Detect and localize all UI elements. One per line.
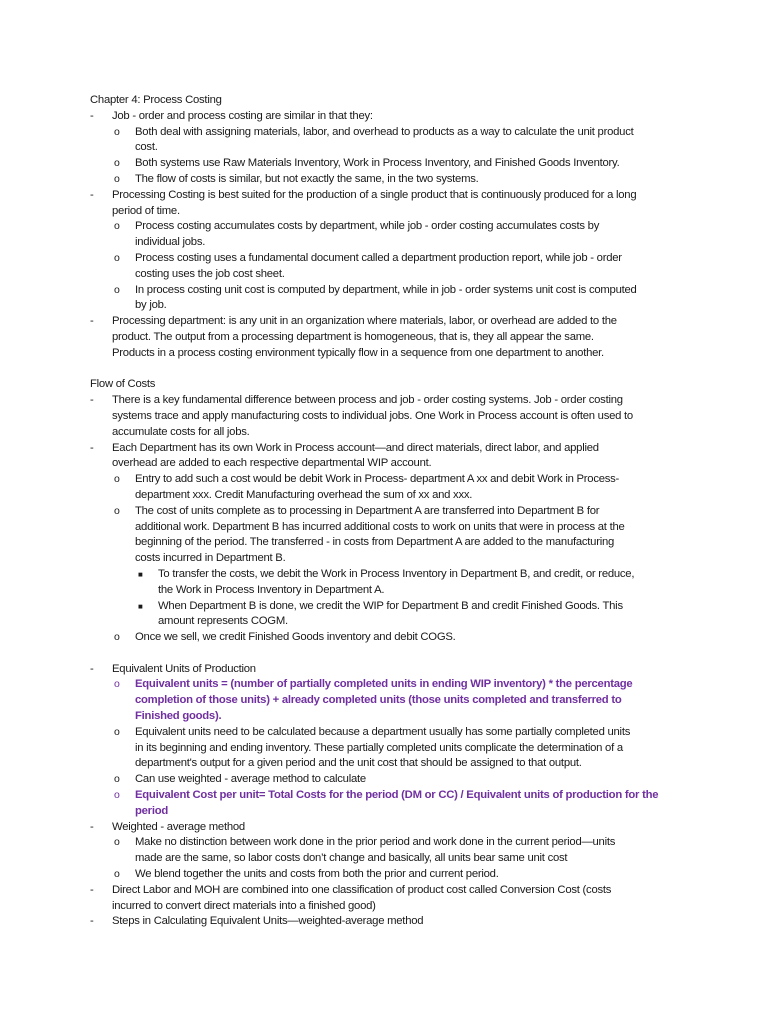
section-heading-flow-of-costs: Flow of Costs (90, 378, 156, 391)
sub-bullet-item: o Can use weighted - average method to calculate (90, 772, 690, 788)
bullet-continuation: systems trace and apply manufacturing costs to individual jobs. One Work in Process account is often used to (112, 409, 633, 422)
sub-bullet-item: o We blend together the units and costs from both the prior and current period. (90, 867, 690, 883)
dash-marker: - (90, 820, 94, 833)
bullet-continuation: incurred to convert direct materials into a finished good) (112, 899, 376, 912)
bullet-item: - Processing Costing is best suited for the production of a single product that is continuously produced for a long (90, 188, 690, 204)
circle-marker: o (114, 725, 120, 738)
circle-marker: o (114, 631, 120, 644)
dash-marker: - (90, 662, 94, 675)
dash-marker: - (90, 109, 94, 122)
circle-marker: o (114, 172, 120, 185)
circle-marker: o (114, 789, 120, 802)
sub-bullet-item: o Entry to add such a cost would be debit Work in Process- department A xx and debit Work in Process- (90, 472, 690, 488)
circle-marker: o (114, 157, 120, 170)
sub-bullet-continuation: department's output for a given period and the unit cost that should be assigned to that output. (135, 757, 582, 770)
bullet-item: - Steps in Calculating Equivalent Units—weighted-average method (90, 914, 690, 930)
bullet-continuation: overhead are added to each respective departmental WIP account. (112, 457, 432, 470)
chapter-title: Chapter 4: Process Costing (90, 94, 222, 106)
dash-marker: - (90, 394, 94, 407)
sub-bullet-item: o The cost of units complete as to processing in Department A are transferred into Department B for (90, 504, 690, 520)
sub-bullet-item: o Once we sell, we credit Finished Goods inventory and debit COGS. (90, 630, 690, 646)
circle-marker: o (114, 773, 120, 786)
sub-bullet-item: o Process costing uses a fundamental document called a department production report, while job - order (90, 251, 690, 267)
blank-line (90, 362, 690, 378)
sub-bullet-item: o Equivalent units need to be calculated because a department usually has some partially completed units (90, 725, 690, 741)
sub-bullet-item: o Both deal with assigning materials, labor, and overhead to products as a way to calculate the unit product (90, 125, 690, 141)
bullet-continuation: accumulate costs for all jobs. (112, 425, 250, 438)
sub-sub-bullet-item: ■ When Department B is done, we credit the WIP for Department B and credit Finished Goods. This (90, 599, 690, 615)
sub-sub-bullet-item: ■ To transfer the costs, we debit the Work in Process Inventory in Department B, and credit, or reduce, (90, 567, 690, 583)
circle-marker: o (114, 220, 120, 233)
sub-bullet-continuation: individual jobs. (135, 236, 206, 249)
sub-bullet-item: o Both systems use Raw Materials Inventory, Work in Process Inventory, and Finished Goods Inventory. (90, 156, 690, 172)
bullet-item: - Each Department has its own Work in Process account—and direct materials, direct labor, and applied (90, 441, 690, 457)
sub-bullet-continuation: costs incurred in Department B. (135, 552, 286, 565)
sub-bullet-continuation: cost. (135, 141, 158, 154)
highlighted-formula-item: o Equivalent Cost per unit= Total Costs for the period (DM or CC) / Equivalent units of production for the (90, 788, 690, 804)
dash-marker: - (90, 188, 94, 201)
blank-line (90, 646, 690, 662)
sub-bullet-continuation: costing uses the job cost sheet. (135, 267, 285, 280)
bullet-continuation: Products in a process costing environment typically flow in a sequence from one department to another. (112, 346, 604, 359)
sub-bullet-item: o Process costing accumulates costs by department, while job - order costing accumulates costs by (90, 219, 690, 235)
sub-bullet-continuation: by job. (135, 299, 167, 312)
sub-bullet-continuation: in its beginning and ending inventory. These partially completed units complicate the determination of a (135, 741, 623, 754)
sub-bullet-continuation: department xxx. Credit Manufacturing overhead the sum of xx and xxx. (135, 488, 473, 501)
circle-marker: o (114, 125, 120, 138)
sub-bullet-continuation: made are the same, so labor costs don’t change and basically, all units bear same unit cost (135, 852, 568, 865)
dash-marker: - (90, 315, 94, 328)
square-marker: ■ (138, 569, 143, 579)
bullet-item: - Weighted - average method (90, 820, 690, 836)
bullet-item: - Job - order and process costing are similar in that they: (90, 109, 690, 125)
bullet-continuation: product. The output from a processing department is homogeneous, that is, they all appear the same. (112, 330, 594, 343)
sub-bullet-item: o Make no distinction between work done in the prior period and work done in the current period—units (90, 835, 690, 851)
dash-marker: - (90, 883, 94, 896)
highlighted-formula-continuation: completion of those units) + already completed units (those units completed and transferred to (135, 694, 622, 707)
document-page (90, 93, 690, 930)
sub-bullet-continuation: beginning of the period. The transferred - in costs from Department A are added to the manufacturing (135, 536, 615, 549)
bullet-item: - Equivalent Units of Production (90, 662, 690, 678)
square-marker: ■ (138, 601, 143, 611)
circle-marker: o (114, 678, 120, 691)
highlighted-formula-item: o Equivalent units = (number of partially completed units in ending WIP inventory) * the percentage (90, 677, 690, 693)
sub-bullet-item: o The flow of costs is similar, but not exactly the same, in the two systems. (90, 172, 690, 188)
circle-marker: o (114, 836, 120, 849)
dash-marker: - (90, 915, 94, 928)
circle-marker: o (114, 473, 120, 486)
circle-marker: o (114, 251, 120, 264)
circle-marker: o (114, 868, 120, 881)
sub-sub-bullet-continuation: amount represents COGM. (158, 615, 288, 628)
sub-bullet-continuation: additional work. Department B has incurred additional costs to work on units that were in process at the (135, 520, 625, 533)
circle-marker: o (114, 283, 120, 296)
bullet-item: - There is a key fundamental difference between process and job - order costing systems. Job - order costing (90, 393, 690, 409)
highlighted-formula-continuation: Finished goods). (135, 710, 222, 723)
dash-marker: - (90, 441, 94, 454)
bullet-item: - Processing department: is any unit in an organization where materials, labor, or overhead are added to the (90, 314, 690, 330)
sub-sub-bullet-continuation: the Work in Process Inventory in Department A. (158, 583, 385, 596)
bullet-item: - Direct Labor and MOH are combined into one classification of product cost called Conversion Cost (costs (90, 883, 690, 899)
sub-bullet-item: o In process costing unit cost is computed by department, while in job - order systems unit cost is computed (90, 283, 690, 299)
circle-marker: o (114, 504, 120, 517)
bullet-continuation: period of time. (112, 204, 180, 217)
highlighted-formula-continuation: period (135, 804, 169, 817)
